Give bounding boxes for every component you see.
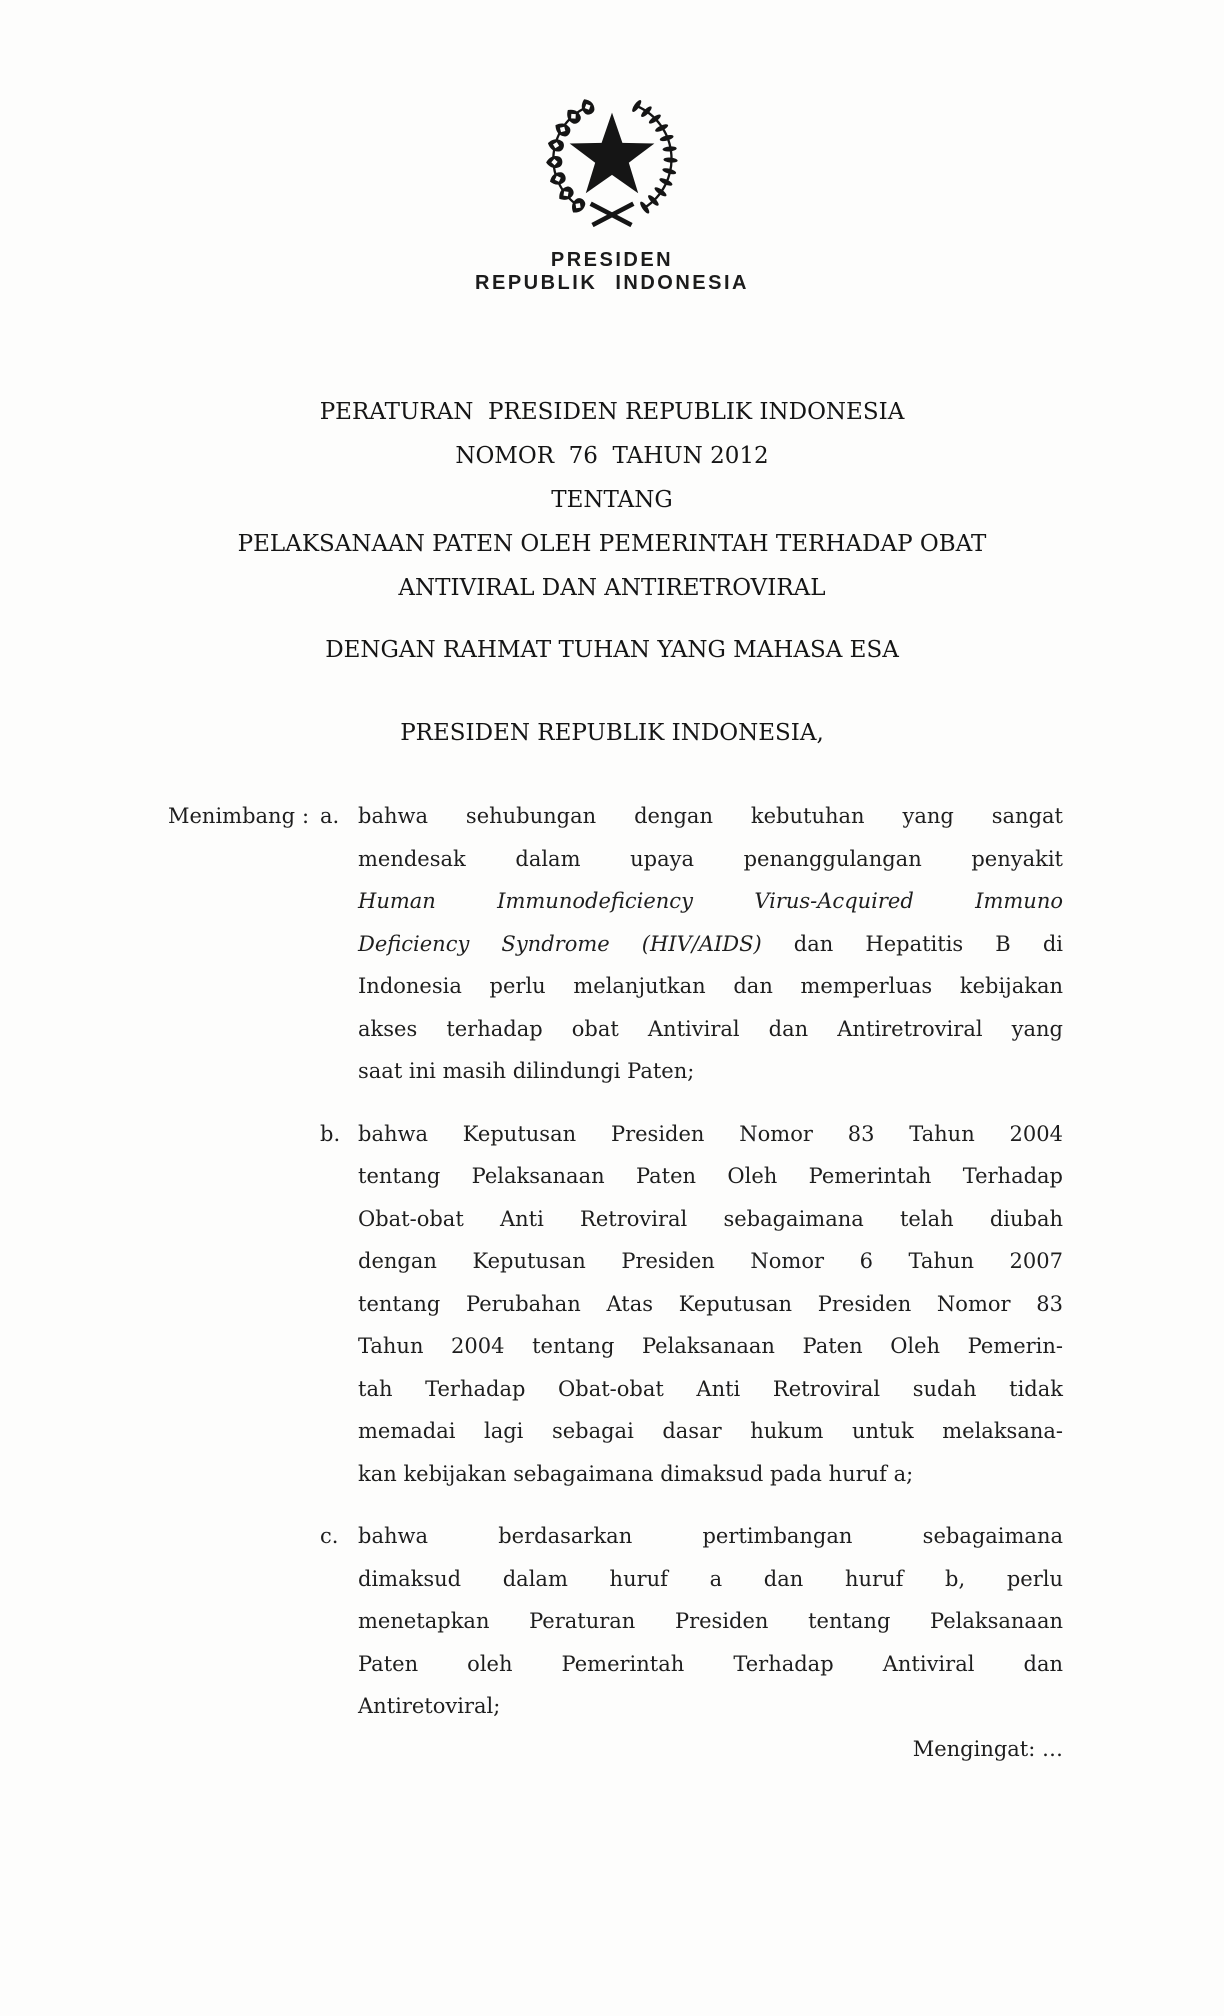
item-marker-b: b. bbox=[320, 1121, 341, 1146]
considering-item-c bbox=[320, 1515, 1063, 1728]
item-text-b: bahwa Keputusan Presiden Nomor 83 Tahun 2004 tentang Pelaksanaan Paten Oleh Pemerintah Terhadap Obat-obat Anti Retroviral sebagaimana telah diubah dengan Keputusan Presiden Nomor 6 Tahun 2007 tentang Perubahan Atas Keputusan Presiden Nomor 83 Tahun 2004 tentang Pelaksanaan Paten Oleh Pemerin- tah Terhadap Obat-obat Anti Retroviral sudah tidak memadai lagi sebagai dasar hukum untuk melaksana- kan kebijakan sebagaimana dimaksud pada huruf a; bbox=[358, 1121, 1063, 1486]
authority-line: PRESIDEN REPUBLIK INDONESIA, bbox=[400, 720, 824, 746]
invocation-line: DENGAN RAHMAT TUHAN YANG MAHASA ESA bbox=[325, 637, 899, 663]
considering-items bbox=[320, 795, 1063, 1728]
considering-item-b bbox=[320, 1113, 1063, 1496]
item-marker-a: a. bbox=[320, 804, 340, 828]
title-line-2: NOMOR 76 TAHUN 2012 bbox=[455, 443, 769, 469]
title-line-5: ANTIVIRAL DAN ANTIRETROVIRAL bbox=[398, 575, 826, 601]
considering-separator: : bbox=[302, 804, 310, 828]
title-line-4: PELAKSANAAN PATEN OLEH PEMERINTAH TERHADAP OBAT bbox=[237, 531, 987, 557]
title-line-1: PERATURAN PRESIDEN REPUBLIK INDONESIA bbox=[319, 399, 905, 425]
letterhead-presiden: PRESIDEN bbox=[550, 249, 674, 271]
item-marker-c: c. bbox=[320, 1524, 339, 1548]
letterhead bbox=[0, 0, 1224, 294]
item-text-c: bahwa berdasarkan pertimbangan sebagaimana dimaksud dalam huruf a dan huruf b, perlu menetapkan Peraturan Presiden tentang Pelaksanaan Paten oleh Pemerintah Terhadap Antiviral dan Antiretoviral; bbox=[358, 1524, 1063, 1718]
considering-item-a bbox=[320, 795, 1063, 1093]
presidential-emblem-icon bbox=[533, 85, 691, 235]
item-text-a: bahwa sehubungan dengan kebutuhan yang sangat mendesak dalam upaya penanggulangan penyakit Human Immunodeficiency Virus-Acquired Immuno Deficiency Syndrome (HIV/AIDS) dan Hepatitis B di Indonesia perlu melanjutkan dan memperluas kebijakan akses terhadap obat Antiviral dan Antiretroviral yang saat ini masih dilindungi Paten; bbox=[358, 804, 1063, 1083]
considering-clause bbox=[168, 795, 1224, 1728]
page-catchword: Mengingat: … bbox=[912, 1736, 1063, 1761]
regulation-title bbox=[0, 390, 1224, 610]
considering-label: Menimbang bbox=[168, 804, 296, 828]
title-line-3: TENTANG bbox=[551, 487, 673, 513]
letterhead-republik-indonesia: REPUBLIK INDONESIA bbox=[475, 272, 749, 294]
